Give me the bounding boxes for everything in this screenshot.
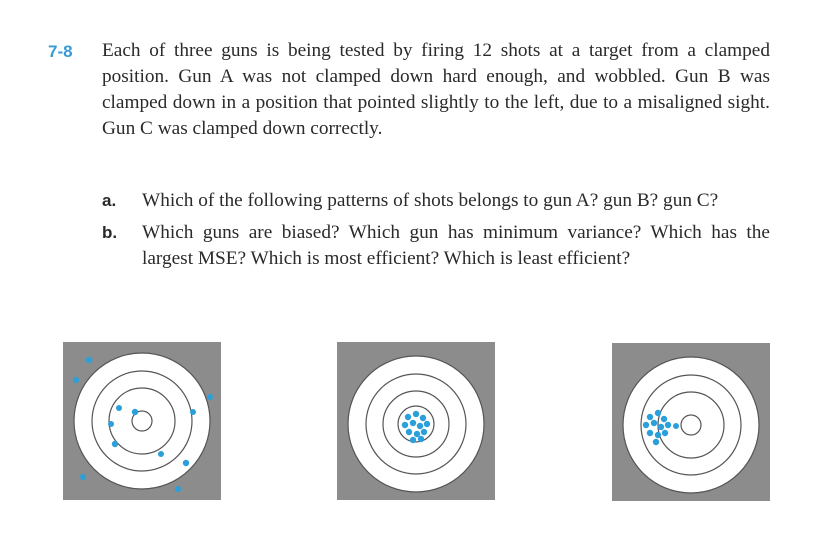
part-b-label: b. bbox=[102, 223, 118, 242]
shot bbox=[417, 423, 423, 429]
shot bbox=[665, 422, 671, 428]
shot bbox=[410, 420, 416, 426]
shot bbox=[658, 424, 664, 430]
part-a bbox=[102, 188, 770, 214]
shot bbox=[158, 451, 164, 457]
shot bbox=[132, 409, 138, 415]
shot bbox=[643, 422, 649, 428]
shot bbox=[73, 377, 79, 383]
shot bbox=[86, 357, 92, 363]
shot bbox=[108, 421, 114, 427]
shot bbox=[112, 441, 118, 447]
shot bbox=[116, 405, 122, 411]
part-a-text: Which of the following patterns of shots belongs to gun A? gun B? gun C? bbox=[142, 190, 719, 211]
shot bbox=[420, 415, 426, 421]
shot bbox=[414, 431, 420, 437]
problem-statement: Each of three guns is being tested by firing 12 shots at a target from a clamped position. Gun A was not clamped down hard enough, and wobbled. Gun B was clamped down in a position that pointed slightly to the left, due to a misaligned sight. Gun C was clamped down correctly. bbox=[102, 40, 770, 139]
shot bbox=[651, 420, 657, 426]
part-a-label: a. bbox=[102, 191, 117, 210]
shot bbox=[183, 460, 189, 466]
question-parts bbox=[102, 188, 770, 272]
shot bbox=[647, 430, 653, 436]
part-b-text: Which guns are biased? Which gun has minimum variance? Which has the largest MSE? Which is most efficient? Which is least efficient? bbox=[142, 222, 770, 269]
shot bbox=[424, 421, 430, 427]
shot bbox=[406, 429, 412, 435]
shot bbox=[661, 416, 667, 422]
shot bbox=[190, 409, 196, 415]
shot bbox=[410, 437, 416, 443]
shot bbox=[662, 430, 668, 436]
problem-number: 7-8 bbox=[48, 42, 73, 61]
shot bbox=[421, 429, 427, 435]
shot bbox=[402, 422, 408, 428]
shot bbox=[418, 436, 424, 442]
shot bbox=[653, 439, 659, 445]
shot bbox=[207, 394, 213, 400]
target-centered-cluster bbox=[337, 342, 495, 500]
shot bbox=[405, 414, 411, 420]
shot bbox=[655, 410, 661, 416]
target-wide-spread bbox=[63, 342, 221, 500]
shot bbox=[175, 486, 181, 492]
part-b bbox=[102, 220, 770, 272]
shot bbox=[673, 423, 679, 429]
shot bbox=[647, 414, 653, 420]
shot bbox=[413, 411, 419, 417]
shot bbox=[80, 474, 86, 480]
shot bbox=[655, 432, 661, 438]
target-left-cluster bbox=[612, 343, 770, 501]
target-ring-outer bbox=[74, 353, 210, 489]
